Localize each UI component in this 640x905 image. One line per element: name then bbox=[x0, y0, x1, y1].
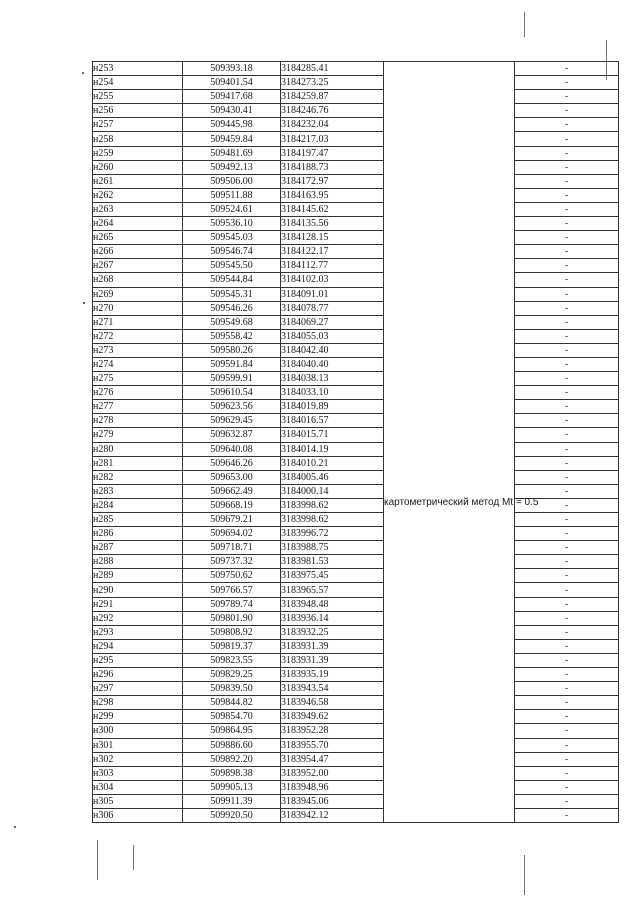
x-coordinate-cell: 509668.19 bbox=[183, 498, 281, 512]
x-coordinate-cell: 509789.74 bbox=[183, 597, 281, 611]
table-row bbox=[93, 104, 619, 118]
mark-cell: - bbox=[515, 442, 619, 456]
table-row bbox=[93, 724, 619, 738]
table-row bbox=[93, 639, 619, 653]
y-coordinate-cell: 3183996.72 bbox=[281, 527, 384, 541]
x-coordinate-cell: 509653.00 bbox=[183, 470, 281, 484]
mark-cell: - bbox=[515, 541, 619, 555]
point-id-cell: н262 bbox=[93, 188, 183, 202]
y-coordinate-cell: 3184014.19 bbox=[281, 442, 384, 456]
point-id-cell: н287 bbox=[93, 541, 183, 555]
x-coordinate-cell: 509545.50 bbox=[183, 259, 281, 273]
mark-cell: - bbox=[515, 527, 619, 541]
mark-cell: - bbox=[515, 625, 619, 639]
x-coordinate-cell: 509854.70 bbox=[183, 710, 281, 724]
mark-cell: - bbox=[515, 90, 619, 104]
table-row bbox=[93, 259, 619, 273]
mark-cell: - bbox=[515, 555, 619, 569]
y-coordinate-cell: 3184285.41 bbox=[281, 62, 384, 76]
scan-artifact-line bbox=[133, 845, 134, 870]
table-row bbox=[93, 118, 619, 132]
y-coordinate-cell: 3184016.57 bbox=[281, 414, 384, 428]
y-coordinate-cell: 3183932.25 bbox=[281, 625, 384, 639]
mark-cell: - bbox=[515, 343, 619, 357]
point-id-cell: н279 bbox=[93, 428, 183, 442]
point-id-cell: н264 bbox=[93, 217, 183, 231]
mark-cell: - bbox=[515, 724, 619, 738]
point-id-cell: н303 bbox=[93, 766, 183, 780]
mark-cell: - bbox=[515, 315, 619, 329]
table-row bbox=[93, 653, 619, 667]
x-coordinate-cell: 509545.03 bbox=[183, 231, 281, 245]
point-id-cell: н302 bbox=[93, 752, 183, 766]
scan-artifact-dot bbox=[82, 72, 84, 74]
y-coordinate-cell: 3184069.27 bbox=[281, 315, 384, 329]
point-id-cell: н267 bbox=[93, 259, 183, 273]
mark-cell: - bbox=[515, 357, 619, 371]
x-coordinate-cell: 509623.56 bbox=[183, 400, 281, 414]
mark-cell: - bbox=[515, 188, 619, 202]
table-row bbox=[93, 273, 619, 287]
table-row bbox=[93, 315, 619, 329]
x-coordinate-cell: 509481.69 bbox=[183, 146, 281, 160]
point-id-cell: н265 bbox=[93, 231, 183, 245]
point-id-cell: н289 bbox=[93, 569, 183, 583]
point-id-cell: н254 bbox=[93, 76, 183, 90]
x-coordinate-cell: 509417.68 bbox=[183, 90, 281, 104]
y-coordinate-cell: 3183955.70 bbox=[281, 738, 384, 752]
x-coordinate-cell: 509393.18 bbox=[183, 62, 281, 76]
table-row bbox=[93, 329, 619, 343]
mark-cell: - bbox=[515, 329, 619, 343]
x-coordinate-cell: 509905.13 bbox=[183, 780, 281, 794]
point-id-cell: н286 bbox=[93, 527, 183, 541]
table-row bbox=[93, 484, 619, 498]
table-row bbox=[93, 90, 619, 104]
x-coordinate-cell: 509546.26 bbox=[183, 301, 281, 315]
point-id-cell: н259 bbox=[93, 146, 183, 160]
table-row bbox=[93, 231, 619, 245]
y-coordinate-cell: 3184163.95 bbox=[281, 188, 384, 202]
table-row bbox=[93, 414, 619, 428]
point-id-cell: н299 bbox=[93, 710, 183, 724]
x-coordinate-cell: 509839.50 bbox=[183, 682, 281, 696]
mark-cell: - bbox=[515, 132, 619, 146]
point-id-cell: н298 bbox=[93, 696, 183, 710]
point-id-cell: н277 bbox=[93, 400, 183, 414]
point-id-cell: н269 bbox=[93, 287, 183, 301]
mark-cell: - bbox=[515, 372, 619, 386]
table-row bbox=[93, 597, 619, 611]
y-coordinate-cell: 3183935.19 bbox=[281, 668, 384, 682]
x-coordinate-cell: 509445.98 bbox=[183, 118, 281, 132]
mark-cell: - bbox=[515, 766, 619, 780]
x-coordinate-cell: 509864.95 bbox=[183, 724, 281, 738]
table-row bbox=[93, 428, 619, 442]
x-coordinate-cell: 509632.87 bbox=[183, 428, 281, 442]
table-row bbox=[93, 287, 619, 301]
coordinates-table bbox=[92, 61, 619, 823]
point-id-cell: н291 bbox=[93, 597, 183, 611]
scan-artifact-line bbox=[524, 855, 525, 895]
y-coordinate-cell: 3184019.89 bbox=[281, 400, 384, 414]
table-row bbox=[93, 780, 619, 794]
point-id-cell: н266 bbox=[93, 245, 183, 259]
mark-cell: - bbox=[515, 583, 619, 597]
mark-cell: - bbox=[515, 414, 619, 428]
point-id-cell: н263 bbox=[93, 202, 183, 216]
y-coordinate-cell: 3183981.53 bbox=[281, 555, 384, 569]
y-coordinate-cell: 3184000.14 bbox=[281, 484, 384, 498]
point-id-cell: н280 bbox=[93, 442, 183, 456]
mark-cell: - bbox=[515, 231, 619, 245]
point-id-cell: н283 bbox=[93, 484, 183, 498]
mark-cell: - bbox=[515, 217, 619, 231]
x-coordinate-cell: 509640.08 bbox=[183, 442, 281, 456]
table-row bbox=[93, 569, 619, 583]
mark-cell: - bbox=[515, 597, 619, 611]
mark-cell: - bbox=[515, 245, 619, 259]
y-coordinate-cell: 3184078.77 bbox=[281, 301, 384, 315]
y-coordinate-cell: 3184091.01 bbox=[281, 287, 384, 301]
x-coordinate-cell: 509610.54 bbox=[183, 386, 281, 400]
x-coordinate-cell: 509546.74 bbox=[183, 245, 281, 259]
x-coordinate-cell: 509679.21 bbox=[183, 513, 281, 527]
point-id-cell: н295 bbox=[93, 653, 183, 667]
point-id-cell: н282 bbox=[93, 470, 183, 484]
point-id-cell: н273 bbox=[93, 343, 183, 357]
table-row bbox=[93, 527, 619, 541]
point-id-cell: н270 bbox=[93, 301, 183, 315]
point-id-cell: н255 bbox=[93, 90, 183, 104]
table-row bbox=[93, 301, 619, 315]
point-id-cell: н260 bbox=[93, 160, 183, 174]
mark-cell: - bbox=[515, 174, 619, 188]
table-row bbox=[93, 611, 619, 625]
mark-cell: - bbox=[515, 301, 619, 315]
x-coordinate-cell: 509545.31 bbox=[183, 287, 281, 301]
y-coordinate-cell: 3184135.56 bbox=[281, 217, 384, 231]
table-row bbox=[93, 217, 619, 231]
point-id-cell: н272 bbox=[93, 329, 183, 343]
point-id-cell: н281 bbox=[93, 456, 183, 470]
y-coordinate-cell: 3183931.39 bbox=[281, 653, 384, 667]
x-coordinate-cell: 509920.50 bbox=[183, 808, 281, 822]
y-coordinate-cell: 3183945.06 bbox=[281, 794, 384, 808]
mark-cell: - bbox=[515, 653, 619, 667]
point-id-cell: н275 bbox=[93, 372, 183, 386]
point-id-cell: н274 bbox=[93, 357, 183, 371]
table-row bbox=[93, 76, 619, 90]
table-row bbox=[93, 738, 619, 752]
y-coordinate-cell: 3184197.47 bbox=[281, 146, 384, 160]
x-coordinate-cell: 509459.84 bbox=[183, 132, 281, 146]
table-row bbox=[93, 710, 619, 724]
mark-cell: - bbox=[515, 682, 619, 696]
y-coordinate-cell: 3184259.87 bbox=[281, 90, 384, 104]
point-id-cell: н258 bbox=[93, 132, 183, 146]
scan-artifact-line bbox=[524, 12, 525, 37]
point-id-cell: н257 bbox=[93, 118, 183, 132]
mark-cell: - bbox=[515, 780, 619, 794]
table-row bbox=[93, 696, 619, 710]
x-coordinate-cell: 509401.54 bbox=[183, 76, 281, 90]
y-coordinate-cell: 3184033.10 bbox=[281, 386, 384, 400]
table-row bbox=[93, 541, 619, 555]
mark-cell: - bbox=[515, 498, 619, 512]
y-coordinate-cell: 3184232.04 bbox=[281, 118, 384, 132]
table-row bbox=[93, 456, 619, 470]
x-coordinate-cell: 509580.26 bbox=[183, 343, 281, 357]
mark-cell: - bbox=[515, 710, 619, 724]
mark-cell: - bbox=[515, 808, 619, 822]
x-coordinate-cell: 509629.45 bbox=[183, 414, 281, 428]
y-coordinate-cell: 3183943.54 bbox=[281, 682, 384, 696]
y-coordinate-cell: 3183948.48 bbox=[281, 597, 384, 611]
table-row bbox=[93, 343, 619, 357]
x-coordinate-cell: 509536.10 bbox=[183, 217, 281, 231]
coordinates-table-body bbox=[93, 62, 619, 823]
x-coordinate-cell: 509737.32 bbox=[183, 555, 281, 569]
mark-cell: - bbox=[515, 470, 619, 484]
y-coordinate-cell: 3183988.75 bbox=[281, 541, 384, 555]
mark-cell: - bbox=[515, 428, 619, 442]
y-coordinate-cell: 3183931.39 bbox=[281, 639, 384, 653]
x-coordinate-cell: 509549.68 bbox=[183, 315, 281, 329]
table-row bbox=[93, 386, 619, 400]
table-row bbox=[93, 357, 619, 371]
x-coordinate-cell: 509911.39 bbox=[183, 794, 281, 808]
y-coordinate-cell: 3183949.62 bbox=[281, 710, 384, 724]
table-row bbox=[93, 470, 619, 484]
x-coordinate-cell: 509599.91 bbox=[183, 372, 281, 386]
point-id-cell: н253 bbox=[93, 62, 183, 76]
table-row bbox=[93, 583, 619, 597]
table-row bbox=[93, 555, 619, 569]
mark-cell: - bbox=[515, 76, 619, 90]
x-coordinate-cell: 509808.92 bbox=[183, 625, 281, 639]
point-id-cell: н305 bbox=[93, 794, 183, 808]
point-id-cell: н256 bbox=[93, 104, 183, 118]
point-id-cell: н301 bbox=[93, 738, 183, 752]
table-row bbox=[93, 794, 619, 808]
y-coordinate-cell: 3183942.12 bbox=[281, 808, 384, 822]
point-id-cell: н288 bbox=[93, 555, 183, 569]
y-coordinate-cell: 3183936.14 bbox=[281, 611, 384, 625]
mark-cell: - bbox=[515, 202, 619, 216]
mark-cell: - bbox=[515, 639, 619, 653]
y-coordinate-cell: 3183975.45 bbox=[281, 569, 384, 583]
y-coordinate-cell: 3184217.03 bbox=[281, 132, 384, 146]
point-id-cell: н292 bbox=[93, 611, 183, 625]
x-coordinate-cell: 509844.82 bbox=[183, 696, 281, 710]
table-row bbox=[93, 625, 619, 639]
mark-cell: - bbox=[515, 668, 619, 682]
point-id-cell: н268 bbox=[93, 273, 183, 287]
x-coordinate-cell: 509511.88 bbox=[183, 188, 281, 202]
table-row bbox=[93, 442, 619, 456]
x-coordinate-cell: 509646.26 bbox=[183, 456, 281, 470]
point-id-cell: н297 bbox=[93, 682, 183, 696]
x-coordinate-cell: 509819.37 bbox=[183, 639, 281, 653]
table-row bbox=[93, 498, 619, 512]
x-coordinate-cell: 509591.84 bbox=[183, 357, 281, 371]
x-coordinate-cell: 509898.38 bbox=[183, 766, 281, 780]
y-coordinate-cell: 3184015.71 bbox=[281, 428, 384, 442]
point-id-cell: н278 bbox=[93, 414, 183, 428]
y-coordinate-cell: 3184055.03 bbox=[281, 329, 384, 343]
mark-cell: - bbox=[515, 146, 619, 160]
y-coordinate-cell: 3184010.21 bbox=[281, 456, 384, 470]
table-row bbox=[93, 513, 619, 527]
y-coordinate-cell: 3183998.62 bbox=[281, 513, 384, 527]
x-coordinate-cell: 509662.49 bbox=[183, 484, 281, 498]
y-coordinate-cell: 3184188.73 bbox=[281, 160, 384, 174]
point-id-cell: н290 bbox=[93, 583, 183, 597]
x-coordinate-cell: 509524.61 bbox=[183, 202, 281, 216]
y-coordinate-cell: 3183952.28 bbox=[281, 724, 384, 738]
x-coordinate-cell: 509694.02 bbox=[183, 527, 281, 541]
x-coordinate-cell: 509492.13 bbox=[183, 160, 281, 174]
mark-cell: - bbox=[515, 400, 619, 414]
point-id-cell: н293 bbox=[93, 625, 183, 639]
y-coordinate-cell: 3184172.97 bbox=[281, 174, 384, 188]
table-row bbox=[93, 146, 619, 160]
x-coordinate-cell: 509886.60 bbox=[183, 738, 281, 752]
x-coordinate-cell: 509506.00 bbox=[183, 174, 281, 188]
x-coordinate-cell: 509892.20 bbox=[183, 752, 281, 766]
y-coordinate-cell: 3183965.57 bbox=[281, 583, 384, 597]
y-coordinate-cell: 3184112.77 bbox=[281, 259, 384, 273]
mark-cell: - bbox=[515, 456, 619, 470]
x-coordinate-cell: 509829.25 bbox=[183, 668, 281, 682]
table-row bbox=[93, 400, 619, 414]
y-coordinate-cell: 3184005.46 bbox=[281, 470, 384, 484]
method-cell: картометрический метод Mt = 0.5 bbox=[384, 62, 515, 823]
mark-cell: - bbox=[515, 62, 619, 76]
table-row bbox=[93, 202, 619, 216]
mark-cell: - bbox=[515, 273, 619, 287]
mark-cell: - bbox=[515, 259, 619, 273]
mark-cell: - bbox=[515, 513, 619, 527]
mark-cell: - bbox=[515, 484, 619, 498]
mark-cell: - bbox=[515, 569, 619, 583]
x-coordinate-cell: 509558.42 bbox=[183, 329, 281, 343]
y-coordinate-cell: 3184102.03 bbox=[281, 273, 384, 287]
y-coordinate-cell: 3184145.62 bbox=[281, 202, 384, 216]
mark-cell: - bbox=[515, 696, 619, 710]
y-coordinate-cell: 3183946.58 bbox=[281, 696, 384, 710]
table-row bbox=[93, 132, 619, 146]
mark-cell: - bbox=[515, 752, 619, 766]
scan-artifact-dot bbox=[83, 302, 85, 304]
point-id-cell: н294 bbox=[93, 639, 183, 653]
x-coordinate-cell: 509801.90 bbox=[183, 611, 281, 625]
table-row bbox=[93, 62, 619, 76]
table-row bbox=[93, 752, 619, 766]
x-coordinate-cell: 509823.55 bbox=[183, 653, 281, 667]
x-coordinate-cell: 509430.41 bbox=[183, 104, 281, 118]
table-row bbox=[93, 808, 619, 822]
point-id-cell: н304 bbox=[93, 780, 183, 794]
y-coordinate-cell: 3184042.40 bbox=[281, 343, 384, 357]
x-coordinate-cell: 509544.84 bbox=[183, 273, 281, 287]
y-coordinate-cell: 3183998.62 bbox=[281, 498, 384, 512]
table-row bbox=[93, 668, 619, 682]
point-id-cell: н276 bbox=[93, 386, 183, 400]
table-row bbox=[93, 245, 619, 259]
y-coordinate-cell: 3184038.13 bbox=[281, 372, 384, 386]
mark-cell: - bbox=[515, 611, 619, 625]
scan-artifact-line bbox=[97, 840, 98, 880]
mark-cell: - bbox=[515, 160, 619, 174]
y-coordinate-cell: 3184128.15 bbox=[281, 231, 384, 245]
point-id-cell: н306 bbox=[93, 808, 183, 822]
table-row bbox=[93, 766, 619, 780]
point-id-cell: н271 bbox=[93, 315, 183, 329]
y-coordinate-cell: 3183952.00 bbox=[281, 766, 384, 780]
y-coordinate-cell: 3184122.17 bbox=[281, 245, 384, 259]
mark-cell: - bbox=[515, 738, 619, 752]
y-coordinate-cell: 3184273.25 bbox=[281, 76, 384, 90]
mark-cell: - bbox=[515, 794, 619, 808]
y-coordinate-cell: 3183948.96 bbox=[281, 780, 384, 794]
mark-cell: - bbox=[515, 118, 619, 132]
x-coordinate-cell: 509718.71 bbox=[183, 541, 281, 555]
y-coordinate-cell: 3183954.47 bbox=[281, 752, 384, 766]
table-row bbox=[93, 682, 619, 696]
point-id-cell: н285 bbox=[93, 513, 183, 527]
point-id-cell: н300 bbox=[93, 724, 183, 738]
mark-cell: - bbox=[515, 104, 619, 118]
table-row bbox=[93, 174, 619, 188]
point-id-cell: н284 bbox=[93, 498, 183, 512]
table-row bbox=[93, 372, 619, 386]
scan-artifact-dot bbox=[14, 826, 16, 828]
point-id-cell: н296 bbox=[93, 668, 183, 682]
x-coordinate-cell: 509750.62 bbox=[183, 569, 281, 583]
x-coordinate-cell: 509766.57 bbox=[183, 583, 281, 597]
y-coordinate-cell: 3184040.40 bbox=[281, 357, 384, 371]
table-row bbox=[93, 160, 619, 174]
point-id-cell: н261 bbox=[93, 174, 183, 188]
y-coordinate-cell: 3184246.76 bbox=[281, 104, 384, 118]
table-row bbox=[93, 188, 619, 202]
mark-cell: - bbox=[515, 386, 619, 400]
mark-cell: - bbox=[515, 287, 619, 301]
